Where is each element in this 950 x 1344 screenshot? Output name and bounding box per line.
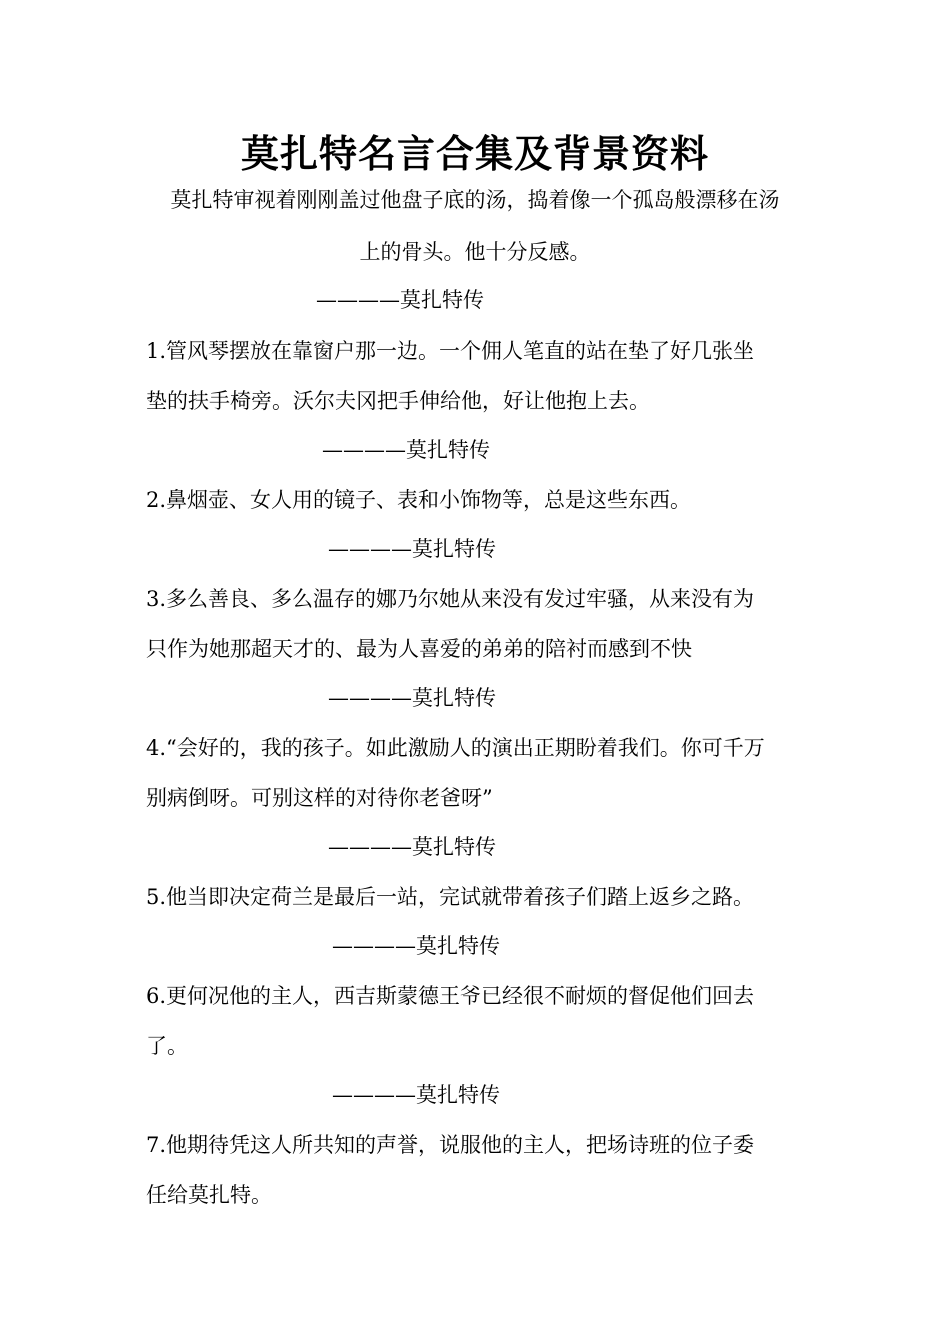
attribution: ————莫扎特传 [332, 1083, 500, 1107]
attribution: ————莫扎特传 [322, 438, 490, 462]
attribution: ————莫扎特传 [328, 686, 496, 710]
quote-1-line-2: 垫的扶手椅旁。沃尔夫冈把手伸给他，好让他抱上去。 [146, 389, 650, 413]
quote-1-line-1: 1.管风琴摆放在靠窗户那一边。一个佣人笔直的站在垫了好几张坐 [146, 339, 755, 363]
intro-line-1: 莫扎特审视着刚刚盖过他盘子底的汤，捣着像一个孤岛般漂移在汤 [170, 188, 780, 212]
page-title: 莫扎特名言合集及背景资料 [240, 131, 709, 176]
quote-3-line-1: 3.多么善良、多么温存的娜乃尔她从来没有发过牢骚，从来没有为 [146, 587, 755, 611]
quote-6-line-1: 6.更何况他的主人，西吉斯蒙德王爷已经很不耐烦的督促他们回去 [146, 984, 755, 1008]
intro-line-2: 上的骨头。他十分反感。 [359, 240, 591, 264]
attribution: ————莫扎特传 [328, 537, 496, 561]
quote-4-line-1: 4.“会好的，我的孩子。如此激励人的演出正期盼着我们。你可千万 [146, 736, 765, 760]
attribution: ————莫扎特传 [328, 835, 496, 859]
quote-4-line-2: 别病倒呀。可别这样的对待你老爸呀” [146, 786, 493, 810]
quote-3-line-2: 只作为她那超天才的、最为人喜爱的弟弟的陪衬而感到不快 [146, 637, 692, 661]
quote-5-line-1: 5.他当即决定荷兰是最后一站，完试就带着孩子们踏上返乡之路。 [146, 885, 755, 909]
attribution: ————莫扎特传 [316, 288, 484, 312]
quote-2-line-1: 2.鼻烟壶、女人用的镜子、表和小饰物等，总是这些东西。 [146, 488, 692, 512]
attribution: ————莫扎特传 [332, 934, 500, 958]
quote-7-line-2: 任给莫扎特。 [146, 1183, 272, 1207]
quote-6-line-2: 了。 [146, 1034, 188, 1058]
quote-7-line-1: 7.他期待凭这人所共知的声誉，说服他的主人，把场诗班的位子委 [146, 1133, 755, 1157]
